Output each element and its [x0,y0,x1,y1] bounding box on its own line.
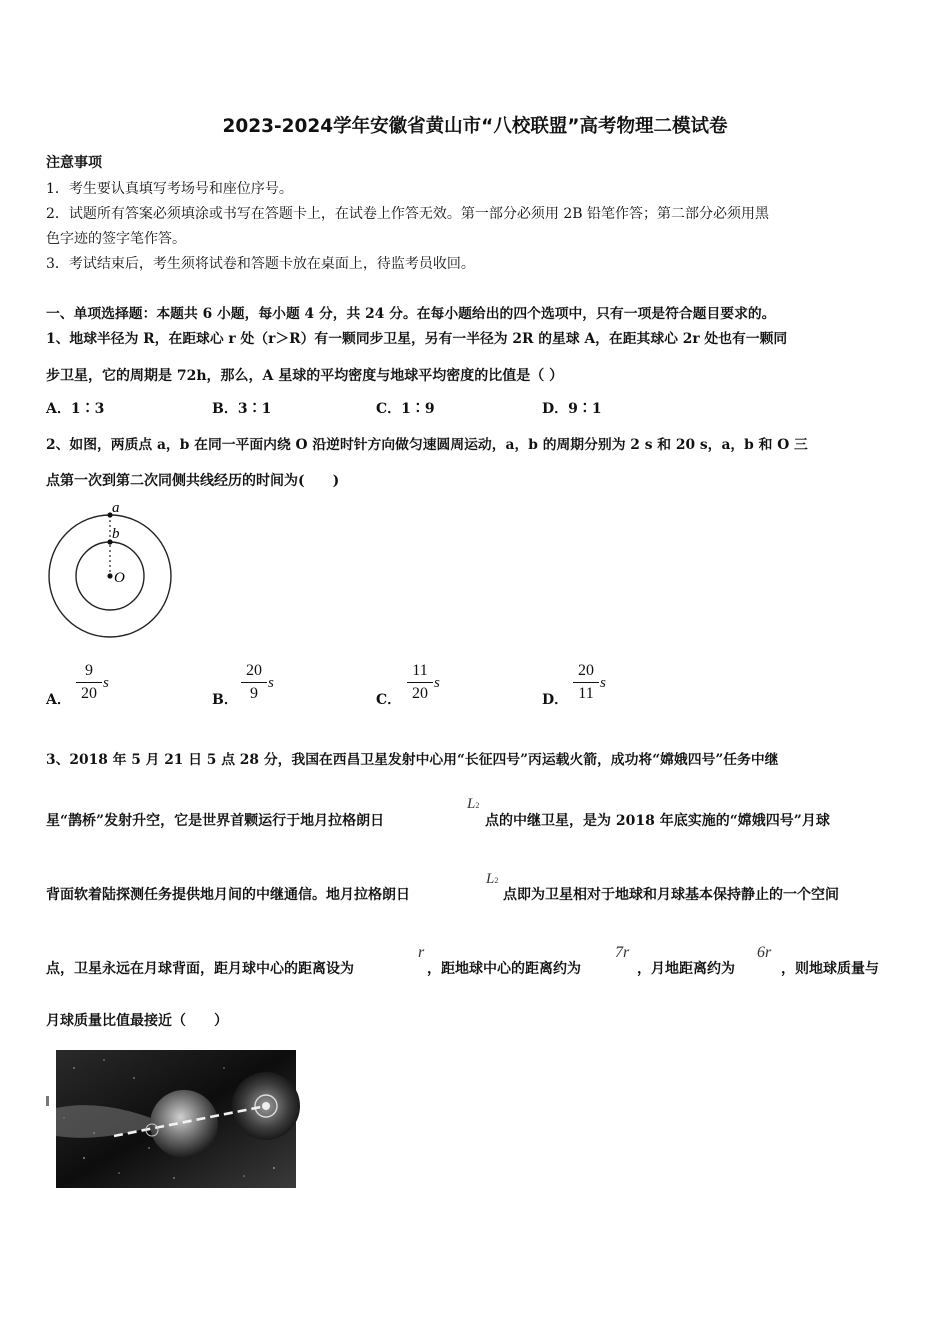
lagrange-l2-symbol-2: L2 [486,871,499,887]
notice-heading: 注意事项 [46,155,102,171]
q1-line1: 1、地球半径为 R，在距球心 r 处（r＞R）有一颗同步卫星，另有一半径为 2R 的星球 A，在距其球心 2r 处也有一颗同 [46,331,788,347]
q3-line5: 月球质量比值最接近（ ） [46,1013,228,1029]
q3-line4a: 点，卫星永远在月球背面，距月球中心的距离设为 [46,961,354,977]
q3-line4d: ，则地球质量与 [781,961,879,977]
q2-line1: 2、如图，两质点 a，b 在同一平面内绕 O 沿逆时针方向做匀速圆周运动，a，b 的周期分别为 2 s 和 20 s，a，b 和 O 三 [46,437,808,453]
q2-option-d-fraction: 20 11 [573,662,599,703]
q1-option-c[interactable]: C．1∶9 [376,401,435,417]
circular-orbit-figure [44,500,174,640]
notice-item-3: 3．考试结束后，考生须将试卷和答题卡放在桌面上，待监考员收回。 [46,256,475,272]
q2-option-a-letter[interactable]: A． [46,692,71,708]
q1-option-d[interactable]: D．9∶1 [542,401,602,417]
q3-line1: 3、2018 年 5 月 21 日 5 点 28 分，我国在西昌卫星发射中心用“长征四号”丙运载火箭，成功将“嫦娥四号”任务中继 [46,752,779,768]
q2-option-b-fraction: 20 9 [241,662,267,703]
point-a-label: a [112,500,120,516]
q2-option-a-unit: s [103,675,109,691]
q2-option-c-unit: s [434,675,440,691]
q2-option-b-letter[interactable]: B． [212,692,238,708]
earth-moon-l2-photo [44,1048,300,1190]
notice-item-2-cont: 色字迹的签字笔作答。 [46,231,186,247]
q2-option-c-fraction: 11 20 [407,662,433,703]
q3-line3a: 背面软着陆探测任务提供地月间的中继通信。地月拉格朗日 [46,887,410,903]
q2-line2: 点第一次到第二次同侧共线经历的时间为( ) [46,473,340,489]
q2-option-d-letter[interactable]: D． [542,692,569,708]
notice-item-1: 1．考生要认真填写考场号和座位序号。 [46,181,293,197]
q2-option-b-unit: s [268,675,274,691]
q1-line2: 步卫星，它的周期是 72h，那么，A 星球的平均密度与地球平均密度的比值是（ ） [46,368,564,384]
lagrange-l2-symbol: L2 [467,796,480,812]
q3-line4b: ，距地球中心的距离约为 [427,961,581,977]
q3-line2a: 星“鹊桥”发射升空，它是世界首颗运行于地月拉格朗日 [46,813,385,829]
q3-line3b: 点即为卫星相对于地球和月球基本保持静止的一个空间 [503,887,839,903]
symbol-7r: 7r [615,944,630,961]
section-heading: 一、单项选择题：本题共 6 小题，每小题 4 分，共 24 分。在每小题给出的四个选项中，只有一项是符合题目要求的。 [46,306,776,322]
q2-option-d-unit: s [600,675,606,691]
q2-option-a-fraction: 9 20 [76,662,102,703]
center-o-label: O [114,570,125,586]
q3-line2b: 点的中继卫星，是为 2018 年底实施的“嫦娥四号”月球 [485,813,830,829]
q2-option-c-letter[interactable]: C． [376,692,402,708]
point-b-label: b [112,526,120,542]
symbol-6r: 6r [757,944,772,961]
page-title: 2023-2024学年安徽省黄山市“八校联盟”高考物理二模试卷 [222,116,728,137]
q3-line4c: ，月地距离约为 [637,961,735,977]
q1-option-b[interactable]: B．3∶1 [212,401,272,417]
q1-option-a[interactable]: A．1∶3 [46,401,105,417]
symbol-r: r [418,944,425,961]
notice-item-2: 2．试题所有答案必须填涂或书写在答题卡上，在试卷上作答无效。第一部分必须用 2B 铅笔作答；第二部分必须用黑 [46,206,769,222]
